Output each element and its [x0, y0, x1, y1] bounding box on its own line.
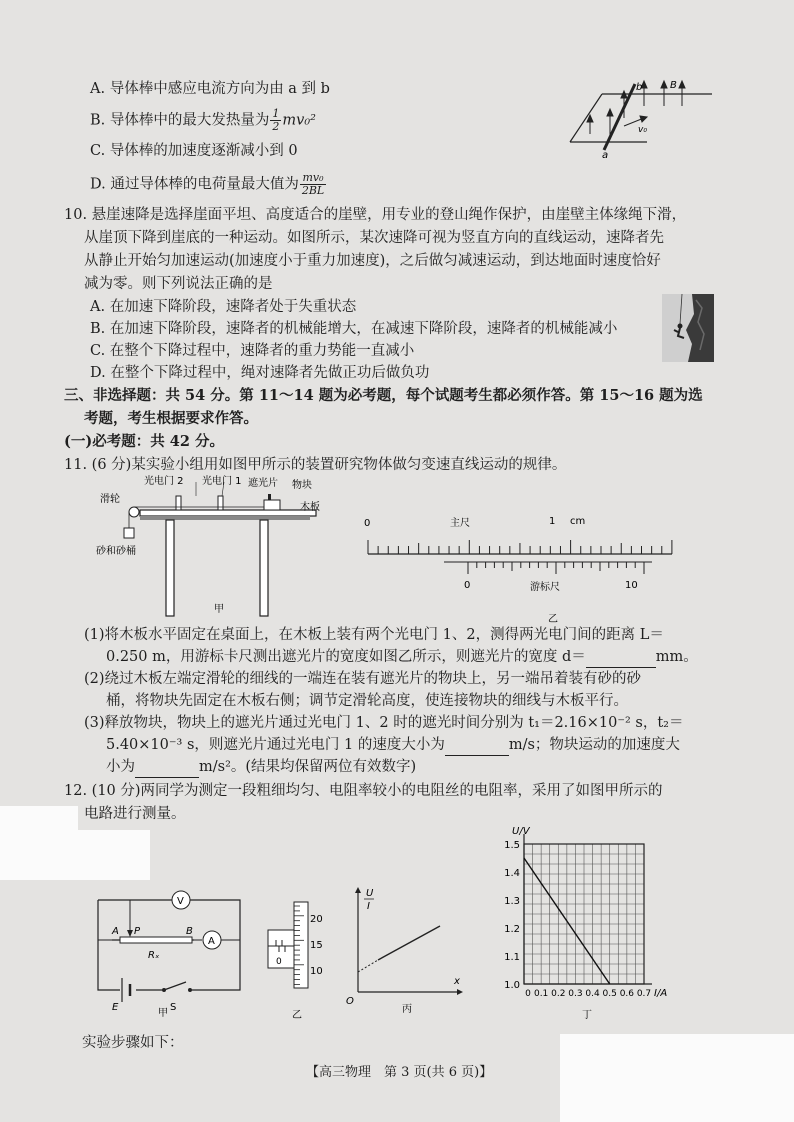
- q12-stem-line2: 电路进行测量。: [84, 806, 186, 822]
- q12-ammeter-label: A: [208, 936, 215, 947]
- q11-step3-line1: (3)释放物块，物块上的遮光片通过光电门 1、2 时的遮光时间分别为 t₁＝2.16×10⁻² s，t₂＝: [84, 715, 684, 731]
- q11-apparatus-figure: [96, 474, 336, 624]
- q10-option-a: A. 在加速下降阶段，速降者处于失重状态: [90, 299, 357, 315]
- section3-heading-line1: 三、非选择题：共 54 分。第 11～14 题为必考题，每个试题考生都必须作答。第 15～16 题为选: [64, 387, 703, 404]
- q12-bing-U: U: [366, 888, 374, 899]
- ding-ytick-label: 1.1: [504, 952, 520, 963]
- q11-answer-width-blank[interactable]: [586, 651, 656, 668]
- ding-xtick-label: 0.6: [619, 989, 635, 999]
- q12-micro-20: 20: [310, 914, 323, 925]
- ding-xtick-label: 0.3: [568, 989, 583, 999]
- q9-fig-label-v0: v₀: [638, 125, 647, 135]
- q10-option-d: D. 在整个下降过程中，绳对速降者先做正功后做负功: [90, 365, 430, 381]
- ding-ylabel: U/V: [512, 826, 530, 837]
- q10-stem-line2: 从崖顶下降到崖底的一种运动。如图所示，某次速降可视为竖直方向的直线运动，速降者先: [84, 230, 664, 246]
- q11-vernier-label: 游标尺: [530, 582, 560, 593]
- q12-ui-graph: [488, 822, 678, 1022]
- q10-stem-line4: 减为零。则下列说法正确的是: [84, 276, 273, 292]
- q11-label-gate2: 光电门 2: [144, 476, 184, 487]
- ding-ytick-label: 1.3: [504, 896, 520, 907]
- q9-b-numerator: 1: [272, 107, 280, 120]
- q12-micrometer-figure: [266, 896, 344, 1020]
- q11-label-gate1: 光电门 1: [202, 476, 242, 487]
- q9-d-fraction: [300, 172, 326, 197]
- q11-step3-text-end: m/s；物块运动的加速度大: [508, 737, 680, 753]
- q11-caption-yi: 乙: [548, 614, 558, 625]
- q9-option-b: [90, 108, 316, 133]
- q11-step1-line2: [106, 646, 698, 668]
- q12-micro-0: 0: [276, 957, 282, 967]
- q9-b-expression: mv₀²: [282, 112, 316, 129]
- q12-caption-jia: 甲: [158, 1008, 168, 1018]
- q12-label-A: A: [112, 926, 119, 937]
- q12-bing-x: x: [454, 976, 460, 987]
- q11-main-one: 1: [549, 516, 556, 527]
- q12-bing-I: I: [367, 901, 370, 912]
- q11-label-board: 木板: [300, 502, 320, 513]
- q12-label-P: P: [134, 926, 141, 937]
- ding-caption: 丁: [582, 1010, 592, 1021]
- q12-label-S: S: [170, 1002, 177, 1013]
- q11-label-pulley: 滑轮: [100, 494, 120, 505]
- q11-answer-velocity-blank[interactable]: [445, 739, 509, 756]
- q11-step1-line1: (1)将木板水平固定在桌面上，在木板上装有两个光电门 1、2，测得两光电门间的距离 L＝: [84, 627, 664, 643]
- q9-rail-figure: [562, 74, 722, 160]
- q11-step2-line1: (2)绕过木板左端定滑轮的细线的一端连在装有遮光片的物块上，另一端吊着装有砂的砂: [84, 671, 642, 687]
- q12-steps-heading: 实验步骤如下：: [82, 1035, 184, 1051]
- q9-b-denominator: 2: [272, 120, 280, 133]
- ding-xtick-label: 0.7: [636, 989, 652, 999]
- q11-stem: 11. (6 分)某实验小组用如图甲所示的装置研究物体做匀变速直线运动的规律。: [64, 457, 567, 473]
- q11-step3-line3-unit: m/s²。(结果均保留两位有效数字): [199, 759, 417, 775]
- q11-vernier-ten: 10: [625, 580, 638, 591]
- q10-stem-line1: 10. 悬崖速降是选择崖面平坦、高度适合的崖壁，用专业的登山绳作保护，由崖壁主体缘绳下滑，: [64, 207, 687, 223]
- q11-main-scale-label: 主尺: [450, 518, 470, 529]
- q10-option-c: C. 在整个下降过程中，速降者的重力势能一直减小: [90, 343, 415, 359]
- q12-label-E: E: [112, 1002, 119, 1013]
- q11-step1-unit: mm。: [655, 649, 698, 665]
- q9-option-c: C. 导体棒的加速度逐渐减小到 0: [90, 143, 298, 159]
- q11-vernier-figure: [360, 512, 680, 632]
- q11-answer-acceleration-blank[interactable]: [135, 761, 199, 778]
- section3-subheading: (一)必考题：共 42 分。: [64, 433, 224, 450]
- q12-micro-10: 10: [310, 966, 323, 977]
- q9-option-a: A. 导体棒中感应电流方向为由 a 到 b: [90, 81, 330, 97]
- q12-circuit-figure: [90, 884, 250, 1018]
- q12-caption-bing: 丙: [402, 1004, 412, 1015]
- q12-bing-O: O: [346, 996, 354, 1007]
- scan-white-patch-3: [560, 1034, 794, 1122]
- q11-label-block: 物块: [292, 480, 312, 491]
- q9-fig-label-b: b: [636, 82, 643, 93]
- q12-label-Rx: Rₓ: [148, 950, 160, 961]
- q10-stem-line3: 从静止开始匀加速运动(加速度小于重力加速度)，之后做匀减速运动，到达地面时速度恰好: [84, 253, 661, 269]
- q11-label-bucket: 砂和砂桶: [96, 546, 136, 557]
- q12-micro-15: 15: [310, 940, 323, 951]
- ding-xtick-label: 0.4: [585, 989, 600, 999]
- q11-label-shade: 遮光片: [248, 478, 278, 489]
- q11-main-zero: 0: [364, 518, 371, 529]
- page-footer: 【高三物理 第 3 页(共 6 页)】: [306, 1065, 493, 1080]
- q9-d-numerator: mv₀: [300, 172, 326, 185]
- q11-step3-line3-text: 小为: [106, 759, 135, 775]
- ding-ytick-label: 1.2: [504, 924, 520, 935]
- section3-heading-line2: 考题，考生根据要求作答。: [84, 410, 258, 427]
- q11-main-cm: cm: [570, 516, 586, 527]
- q9-b-fraction: [270, 108, 281, 133]
- q12-voltmeter-label: V: [177, 896, 184, 907]
- q11-vernier-zero: 0: [464, 580, 471, 591]
- q10-option-b: B. 在加速下降阶段，速降者的机械能增大，在减速下降阶段，速降者的机械能减小: [90, 321, 618, 337]
- q9-option-d-text: D. 通过导体棒的电荷量最大值为: [90, 176, 299, 193]
- q9-option-d: [90, 172, 327, 197]
- ding-ytick-label: 1.5: [504, 840, 520, 851]
- ding-xtick-label: 0: [525, 989, 531, 999]
- q9-fig-label-a: a: [602, 150, 609, 160]
- q12-stem-line1: 12. (10 分)两同学为测定一段粗细均匀、电阻率较小的电阻丝的电阻率，采用了如图甲所示的: [64, 783, 663, 799]
- q11-step3-text: 5.40×10⁻³ s，则遮光片通过光电门 1 的速度大小为: [106, 737, 445, 753]
- q11-step2-line2: 桶，将物块先固定在木板右侧；调节定滑轮高度，使连接物块的细线与木板平行。: [106, 693, 628, 709]
- q11-step1-text: 0.250 m，用游标卡尺测出遮光片的宽度如图乙所示，则遮光片的宽度 d＝: [106, 649, 586, 665]
- q9-option-b-text: B. 导体棒中的最大发热量为: [90, 112, 270, 129]
- ding-xlabel: I/A: [654, 988, 668, 999]
- q12-ui-x-figure: [344, 884, 470, 1018]
- q9-d-denominator: 2BL: [301, 184, 325, 197]
- ding-xtick-label: 0.2: [551, 989, 566, 999]
- scan-white-patch-2: [0, 830, 150, 880]
- q9-fig-label-B: B: [670, 80, 677, 91]
- q12-label-B: B: [186, 926, 193, 937]
- ding-ytick-label: 1.4: [504, 868, 520, 879]
- ding-xtick-label: 0.1: [533, 989, 549, 999]
- q11-step3-line2: [106, 734, 680, 756]
- q10-cliff-photo: [662, 294, 714, 362]
- q11-step3-line3: [106, 756, 416, 778]
- ding-ytick-label: 1.0: [504, 980, 520, 991]
- q11-caption-jia: 甲: [214, 604, 224, 615]
- ding-xtick-label: 0.5: [602, 989, 617, 999]
- q12-caption-yi: 乙: [292, 1010, 302, 1020]
